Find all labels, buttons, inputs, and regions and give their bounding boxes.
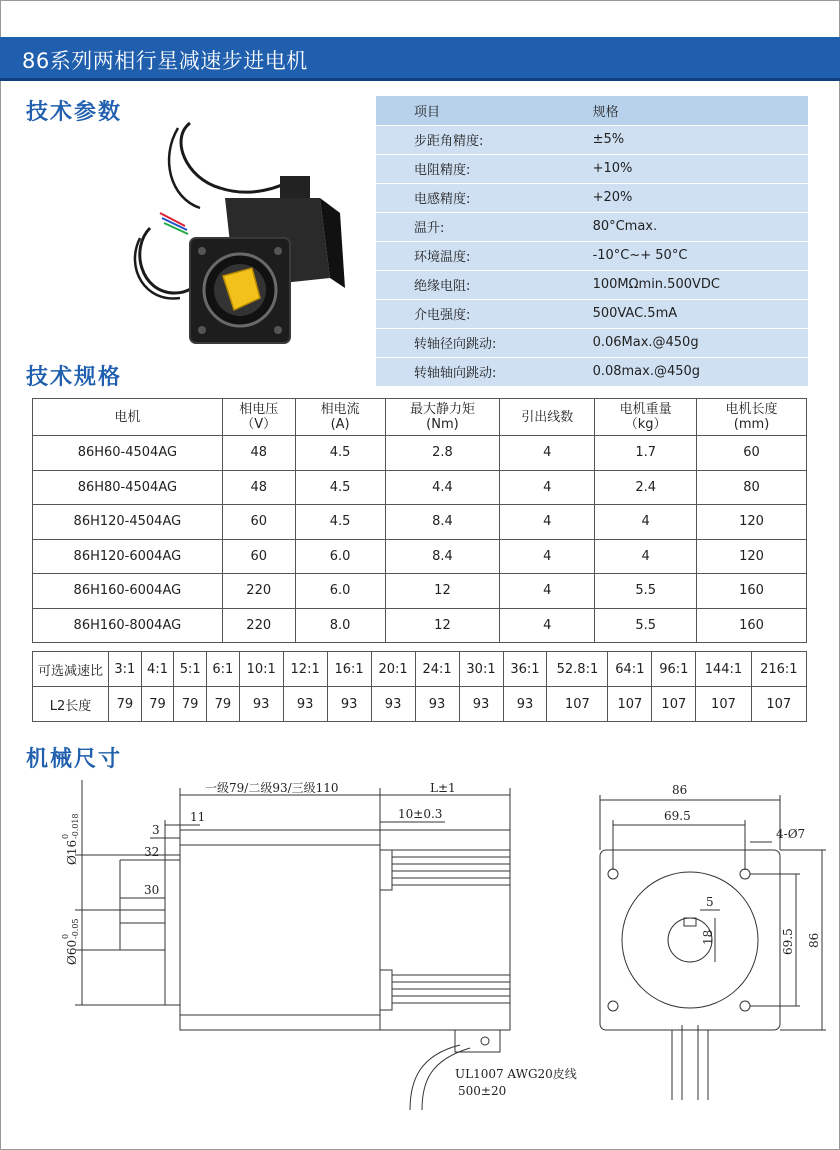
- ratio-value: 52.8:1: [547, 652, 608, 687]
- spec-value: 160: [697, 574, 807, 609]
- spec-header-unit: (A): [330, 417, 350, 432]
- spec-model: 86H160-8004AG: [33, 608, 223, 643]
- l2-value: 93: [371, 687, 415, 722]
- spec-header: [500, 399, 595, 436]
- ratio-value: 20:1: [371, 652, 415, 687]
- dim-flange-tol-upper: 0: [61, 933, 70, 939]
- spec-row: [33, 436, 807, 471]
- params-row: [376, 328, 808, 357]
- spec-value: 48: [222, 436, 295, 471]
- ratio-value: 5:1: [174, 652, 207, 687]
- l2-value: 107: [608, 687, 652, 722]
- param-value: 500VAC.5mA: [565, 299, 808, 328]
- dim-30: 30: [144, 883, 160, 897]
- spec-model: 86H160-6004AG: [33, 574, 223, 609]
- cable-length: 500±20: [458, 1084, 507, 1098]
- section-title-tech-params: 技术参数: [26, 100, 123, 125]
- dim-front-width: 86: [672, 783, 688, 797]
- dim-flange-tol-lower: -0.05: [71, 918, 80, 939]
- l2-value: 79: [109, 687, 142, 722]
- param-name: 绝缘电阻:: [376, 270, 565, 299]
- param-name: 步距角精度:: [376, 125, 565, 154]
- ratio-value: 96:1: [652, 652, 696, 687]
- ratio-label: 可选减速比: [33, 652, 109, 687]
- dim-front-height: 86: [807, 932, 821, 948]
- spec-value: 2.8: [385, 436, 500, 471]
- param-value: 规格: [565, 96, 808, 125]
- spec-value: 60: [222, 539, 295, 574]
- spec-value: 5.5: [595, 574, 697, 609]
- params-row: [376, 212, 808, 241]
- param-value: 80°Cmax.: [565, 212, 808, 241]
- spec-row: [33, 574, 807, 609]
- spec-value: 4: [595, 539, 697, 574]
- tech-params-table: [376, 96, 808, 387]
- spec-header-unit: （V）: [241, 417, 277, 432]
- spec-row: [33, 608, 807, 643]
- l2-value: 93: [239, 687, 283, 722]
- spec-value: 120: [697, 505, 807, 540]
- param-value: ±5%: [565, 125, 808, 154]
- spec-value: 6.0: [295, 539, 385, 574]
- param-name: 项目: [376, 96, 565, 125]
- l2-value: 93: [327, 687, 371, 722]
- spec-header: [595, 399, 697, 436]
- ratio-value: 24:1: [415, 652, 459, 687]
- l2-value: 93: [283, 687, 327, 722]
- param-value: +10%: [565, 154, 808, 183]
- params-row: [376, 357, 808, 386]
- spec-value: 2.4: [595, 470, 697, 505]
- spec-value: 5.5: [595, 608, 697, 643]
- ratio-value: 6:1: [207, 652, 240, 687]
- spec-value: 1.7: [595, 436, 697, 471]
- dim-32: 32: [144, 845, 160, 859]
- l2-label: L2长度: [33, 687, 109, 722]
- spec-value: 4.5: [295, 505, 385, 540]
- dim-body-length: L±1: [430, 781, 456, 795]
- spec-value: 12: [385, 574, 500, 609]
- spec-header: [385, 399, 500, 436]
- ratio-row: [33, 652, 807, 687]
- page-title: 86系列两相行星减速步进电机: [22, 49, 308, 73]
- spec-header-label: 电机长度: [725, 402, 778, 417]
- spec-header-unit: (Nm): [426, 417, 459, 432]
- ratio-value: 144:1: [696, 652, 751, 687]
- spec-row: [33, 539, 807, 574]
- spec-value: 4: [500, 505, 595, 540]
- l2-value: 93: [415, 687, 459, 722]
- spec-value: 60: [222, 505, 295, 540]
- spec-model: 86H120-6004AG: [33, 539, 223, 574]
- spec-header: [222, 399, 295, 436]
- spec-value: 8.0: [295, 608, 385, 643]
- params-row: [376, 125, 808, 154]
- dim-key: 5: [706, 895, 714, 909]
- ratio-value: 4:1: [141, 652, 174, 687]
- param-value: 0.06Max.@450g: [565, 328, 808, 357]
- spec-value: 220: [222, 608, 295, 643]
- spec-row: [33, 505, 807, 540]
- param-name: 转轴轴向跳动:: [376, 357, 565, 386]
- l2-value: 107: [696, 687, 751, 722]
- dim-shaft-dia: Ø16: [65, 839, 79, 865]
- spec-value: 4: [500, 574, 595, 609]
- tech-specs-table: [32, 398, 807, 643]
- spec-header-label: 电机: [114, 409, 141, 425]
- param-name: 电感精度:: [376, 183, 565, 212]
- dim-stage-length: 一级79/二级93/三级110: [205, 781, 339, 795]
- ratio-value: 64:1: [608, 652, 652, 687]
- ratio-value: 36:1: [503, 652, 547, 687]
- spec-value: 4: [500, 470, 595, 505]
- spec-value: 8.4: [385, 539, 500, 574]
- section-title-mech-dims: 机械尺寸: [26, 747, 123, 772]
- l2-value: 107: [652, 687, 696, 722]
- spec-value: 4.5: [295, 470, 385, 505]
- params-row: [376, 270, 808, 299]
- params-row: [376, 154, 808, 183]
- dim-key-depth: 18: [701, 929, 715, 945]
- spec-header-label: 引出线数: [521, 409, 574, 425]
- spec-header-label: 相电流: [320, 402, 360, 417]
- dim-hole-spacing-v: 69.5: [781, 928, 795, 955]
- params-row: [376, 299, 808, 328]
- dim-flange-dia: Ø60: [65, 939, 79, 965]
- motor-photo: [130, 118, 350, 348]
- spec-header: [697, 399, 807, 436]
- param-name: 温升:: [376, 212, 565, 241]
- param-name: 电阻精度:: [376, 154, 565, 183]
- title-banner: [0, 37, 840, 81]
- spec-value: 120: [697, 539, 807, 574]
- spec-value: 60: [697, 436, 807, 471]
- param-value: +20%: [565, 183, 808, 212]
- section-title-tech-specs: 技术规格: [26, 365, 123, 390]
- ratio-value: 12:1: [283, 652, 327, 687]
- spec-value: 48: [222, 470, 295, 505]
- spec-value: 12: [385, 608, 500, 643]
- param-value: 0.08max.@450g: [565, 357, 808, 386]
- spec-row: [33, 470, 807, 505]
- spec-header-unit: (mm): [733, 417, 770, 432]
- params-row: [376, 183, 808, 212]
- spec-value: 4.4: [385, 470, 500, 505]
- l2-value: 107: [751, 687, 806, 722]
- l2-value: 79: [141, 687, 174, 722]
- l2-value: 79: [174, 687, 207, 722]
- spec-value: 4: [595, 505, 697, 540]
- spec-value: 80: [697, 470, 807, 505]
- mechanical-drawing: [0, 770, 840, 1140]
- spec-header-label: 电机重量: [619, 402, 672, 417]
- spec-model: 86H80-4504AG: [33, 470, 223, 505]
- ratio-value: 3:1: [109, 652, 142, 687]
- spec-model: 86H60-4504AG: [33, 436, 223, 471]
- dim-shaft-tol-lower: -0.018: [71, 813, 80, 839]
- spec-value: 4: [500, 608, 595, 643]
- param-value: -10°C~+ 50°C: [565, 241, 808, 270]
- spec-value: 8.4: [385, 505, 500, 540]
- param-name: 转轴径向跳动:: [376, 328, 565, 357]
- spec-value: 4: [500, 539, 595, 574]
- l2-value: 93: [503, 687, 547, 722]
- l2-value: 79: [207, 687, 240, 722]
- reduction-ratio-table: [32, 651, 807, 722]
- ratio-value: 216:1: [751, 652, 806, 687]
- cable-spec: UL1007 AWG20皮线: [455, 1067, 577, 1081]
- params-row: [376, 241, 808, 270]
- ratio-value: 10:1: [239, 652, 283, 687]
- spec-header: [33, 399, 223, 436]
- dim-shaft-tol-upper: 0: [61, 833, 70, 839]
- dim-10: 10±0.3: [398, 807, 443, 821]
- spec-model: 86H120-4504AG: [33, 505, 223, 540]
- params-header-row: [376, 96, 808, 125]
- l2-value: 107: [547, 687, 608, 722]
- dim-holes: 4-Ø7: [776, 827, 806, 841]
- spec-value: 4: [500, 436, 595, 471]
- dim-11: 11: [190, 810, 206, 824]
- spec-header-label: 最大静力矩: [409, 402, 475, 417]
- dim-hole-spacing: 69.5: [664, 809, 691, 823]
- dim-3: 3: [152, 823, 160, 837]
- l2-row: [33, 687, 807, 722]
- l2-value: 93: [459, 687, 503, 722]
- spec-header: [295, 399, 385, 436]
- param-name: 环境温度:: [376, 241, 565, 270]
- spec-value: 6.0: [295, 574, 385, 609]
- spec-header-unit: （kg）: [624, 417, 667, 432]
- spec-header-label: 相电压: [239, 402, 279, 417]
- param-name: 介电强度:: [376, 299, 565, 328]
- spec-value: 4.5: [295, 436, 385, 471]
- ratio-value: 30:1: [459, 652, 503, 687]
- spec-value: 220: [222, 574, 295, 609]
- ratio-value: 16:1: [327, 652, 371, 687]
- spec-value: 160: [697, 608, 807, 643]
- param-value: 100MΩmin.500VDC: [565, 270, 808, 299]
